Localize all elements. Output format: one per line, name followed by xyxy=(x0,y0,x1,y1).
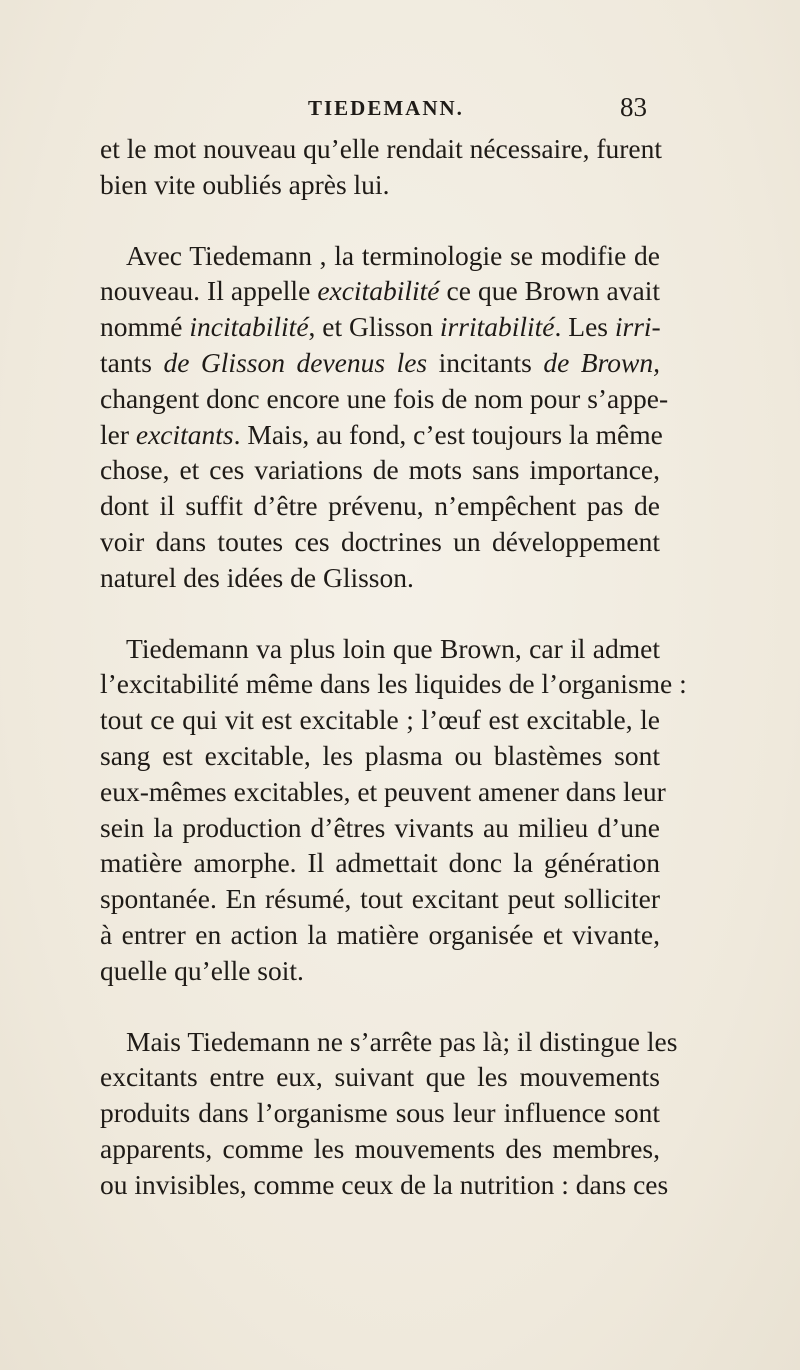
paragraph-gap xyxy=(100,203,660,238)
text-line: apparents, comme les mouvements des membres, xyxy=(100,1132,660,1164)
text-line: quelle qu’elle soit. xyxy=(100,954,304,986)
text-line: l’excitabilité même dans les liquides de l’organisme : xyxy=(100,668,687,700)
page-number: 83 xyxy=(620,92,647,122)
text-line: tants de Glisson devenus les incitants de Brown, xyxy=(100,346,661,378)
text-line: bien vite oubliés après lui. xyxy=(100,168,390,200)
text-line: spontanée. En résumé, tout excitant peut solliciter xyxy=(100,883,660,915)
italic-term: de Glisson devenus les xyxy=(151,346,439,378)
text-line: et le mot nouveau qu’elle rendait nécessaire, furent xyxy=(100,133,662,164)
text-line: dont il suffit d’être prévenu, n’empêchent pas de xyxy=(100,490,660,522)
italic-term: irritabilité xyxy=(439,311,555,343)
text-line: matière amorphe. Il admettait donc la génération xyxy=(100,847,660,879)
text-line: Avec Tiedemann , la terminologie se modifie de xyxy=(126,239,660,271)
paragraph-terminology xyxy=(100,238,669,596)
text-line: nouveau. Il appelle excitabilité ce que Brown avait xyxy=(100,275,661,307)
text-line: à entrer en action la matière organisée et vivante, xyxy=(100,918,660,950)
text-line: Tiedemann va plus loin que Brown, car il admet xyxy=(126,632,660,664)
text-line: excitants entre eux, suivant que les mouvements xyxy=(100,1061,660,1093)
text-line: naturel des idées de Glisson. xyxy=(100,561,414,593)
text-line: Mais Tiedemann ne s’arrête pas là; il distingue les xyxy=(126,1025,678,1057)
italic-term: excitabilité xyxy=(317,275,440,307)
text-line: chose, et ces variations de mots sans importance, xyxy=(100,454,660,486)
italic-term: irri- xyxy=(614,311,661,343)
paragraph-liquids xyxy=(100,631,687,989)
body-text xyxy=(100,131,687,1203)
text-line: sang est excitable, les plasma ou blastèmes sont xyxy=(100,739,660,771)
paragraph-distinction xyxy=(100,1024,678,1203)
text-line: tout ce qui vit est excitable ; l’œuf est excitable, le xyxy=(100,704,660,736)
paragraph-continuation xyxy=(100,131,660,203)
text-line: voir dans toutes ces doctrines un développement xyxy=(100,525,660,557)
italic-term: de Brown, xyxy=(531,346,661,378)
italic-term: incitabilité xyxy=(189,311,309,343)
paragraph-gap xyxy=(100,596,660,631)
text-line: eux-mêmes excitables, et peuvent amener dans leur xyxy=(100,775,666,807)
running-head xyxy=(0,92,800,126)
text-line: ler excitants. Mais, au fond, c’est toujours la même xyxy=(100,418,663,450)
running-head-title: TIEDEMANN. xyxy=(308,96,464,120)
text-line: ou invisibles, comme ceux de la nutrition : dans ces xyxy=(100,1168,669,1200)
text-line: changent donc encore une fois de nom pour s’appe- xyxy=(100,382,669,414)
text-line: sein la production d’êtres vivants au milieu d’une xyxy=(100,811,660,843)
text-line: produits dans l’organisme sous leur influence sont xyxy=(100,1097,660,1129)
paragraph-gap xyxy=(100,989,660,1024)
italic-term: excitants xyxy=(135,418,234,450)
text-line: nommé incitabilité, et Glisson irritabilité. Les irri- xyxy=(100,311,661,343)
